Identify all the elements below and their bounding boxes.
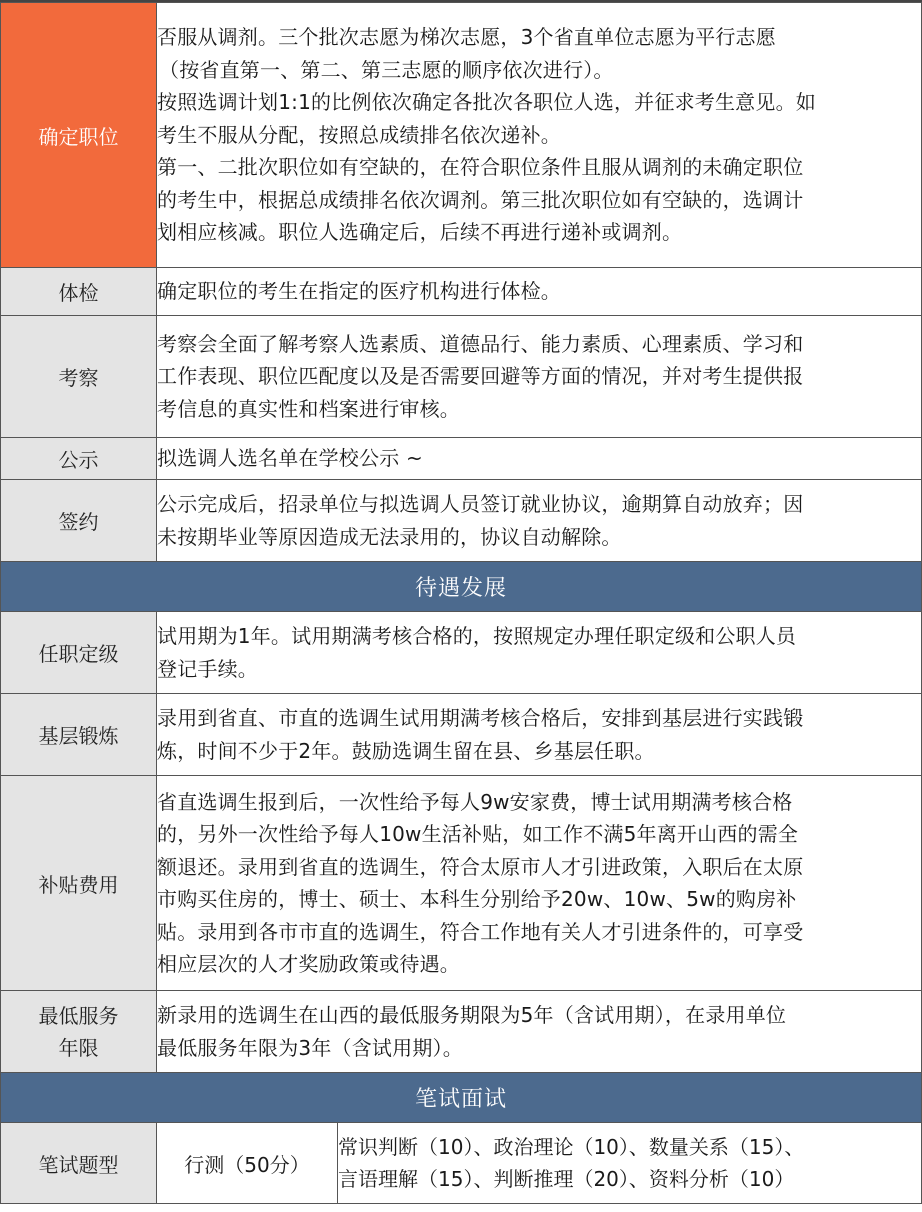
label-line: 年限 — [58, 1035, 99, 1060]
table-row — [1, 1123, 922, 1204]
section-title-treatment: 待遇发展 — [1, 562, 922, 612]
row-label-subsidy: 补贴费用 — [1, 776, 157, 991]
text-line: 言语理解（15）、判断推理（20）、资料分析（10） — [338, 1167, 795, 1191]
text-line: 未按期毕业等原因造成无法录用的，协议自动解除。 — [157, 524, 622, 549]
table-row — [1, 776, 922, 991]
text-line: 划相应核减。职位人选确定后，后续不再进行递补或调剂。 — [157, 220, 683, 245]
text-line: 常识判断（10）、政治理论（10）、数量关系（15）、 — [338, 1135, 805, 1159]
text-line: 登记手续。 — [157, 656, 258, 681]
row-label-appointment: 任职定级 — [1, 612, 157, 694]
text-line: 最低服务年限为3年（含试用期）。 — [157, 1035, 463, 1060]
label-line: 最低服务 — [38, 1003, 119, 1028]
row-body-publicity — [157, 438, 922, 480]
table-row — [1, 316, 922, 438]
text-line: 拟选调人选名单在学校公示 ~ — [157, 446, 423, 471]
policy-table — [0, 2, 922, 1204]
row-body-subsidy — [157, 776, 922, 991]
text-line: （按省直第一、第二、第三志愿的顺序依次进行）。 — [159, 57, 614, 82]
text-line: 公示完成后，招录单位与拟选调人员签订就业协议，逾期算自动放弃；因 — [157, 492, 804, 516]
written-modules — [338, 1123, 922, 1203]
row-body-grassroots — [157, 694, 922, 776]
text-line: 省直选调生报到后，一次性给予每人9w安家费，博士试用期满考核合格 — [157, 789, 793, 814]
row-body-written-type — [157, 1123, 922, 1204]
text-line: 新录用的选调生在山西的最低服务期限为5年（含试用期），在录用单位 — [157, 1003, 787, 1027]
section-title-exam: 笔试面试 — [1, 1073, 922, 1123]
table-row — [1, 612, 922, 694]
text-line: 额退还。录用到省直的选调生，符合太原市人才引进政策，入职后在太原 — [157, 854, 804, 879]
row-body-appointment — [157, 612, 922, 694]
row-label-physical-exam: 体检 — [1, 268, 157, 316]
table-row — [1, 991, 922, 1073]
row-label-determine-position: 确定职位 — [1, 3, 157, 268]
text-line: 相应层次的人才奖励政策或待遇。 — [157, 952, 460, 976]
text-line: 试用期为1年。试用期满考核合格的，按照规定办理任职定级和公职人员 — [157, 624, 797, 648]
row-label-grassroots: 基层锻炼 — [1, 694, 157, 776]
row-label-min-service — [1, 991, 157, 1073]
text-line: 按照选调计划1:1的比例依次确定各批次各职位人选，并征求考生意见。如 — [157, 90, 816, 115]
row-body-signing — [157, 480, 922, 562]
table-row — [1, 438, 922, 480]
table-row — [1, 268, 922, 316]
row-label-signing: 签约 — [1, 480, 157, 562]
text-line: 工作表现、职位匹配度以及是否需要回避等方面的情况，并对考生提供报 — [157, 364, 804, 389]
row-body-min-service — [157, 991, 922, 1073]
text-line: 的，另外一次性给予每人10w生活补贴，如工作不满5年离开山西的需全 — [157, 822, 799, 846]
text-line: 第一、二批次职位如有空缺的，在符合职位条件且服从调剂的未确定职位 — [157, 155, 804, 180]
table-row — [1, 3, 922, 268]
text-line: 否服从调剂。三个批次志愿为梯次志愿，3个省直单位志愿为平行志愿 — [157, 25, 776, 50]
text-line: 录用到省直、市直的选调生试用期满考核合格后，安排到基层进行实践锻 — [157, 706, 804, 730]
row-label-written-type: 笔试题型 — [1, 1123, 157, 1204]
table-row — [1, 480, 922, 562]
text-line: 考生不服从分配，按照总成绩排名依次递补。 — [157, 122, 561, 147]
row-label-inspection: 考察 — [1, 316, 157, 438]
section-header-row — [1, 562, 922, 612]
text-line: 考察会全面了解考察人选素质、道德品行、能力素质、心理素质、学习和 — [157, 331, 804, 356]
written-subject: 行测（50分） — [157, 1123, 338, 1203]
section-header-row — [1, 1073, 922, 1123]
text-line: 炼，时间不少于2年。鼓励选调生留在县、乡基层任职。 — [157, 738, 655, 763]
row-body-inspection — [157, 316, 922, 438]
text-line: 的考生中，根据总成绩排名依次调剂。第三批次职位如有空缺的，选调计 — [157, 187, 804, 212]
text-line: 确定职位的考生在指定的医疗机构进行体检。 — [157, 279, 561, 304]
row-label-publicity: 公示 — [1, 438, 157, 480]
text-line: 贴。录用到各市市直的选调生，符合工作地有关人才引进条件的，可享受 — [157, 919, 804, 944]
text-line: 市购买住房的，博士、硕士、本科生分别给予20w、10w、5w的购房补 — [157, 887, 797, 911]
nested-table — [157, 1123, 921, 1203]
table-row — [1, 694, 922, 776]
row-body-determine-position — [157, 3, 922, 268]
text-line: 考信息的真实性和档案进行审核。 — [157, 396, 460, 421]
row-body-physical-exam — [157, 268, 922, 316]
